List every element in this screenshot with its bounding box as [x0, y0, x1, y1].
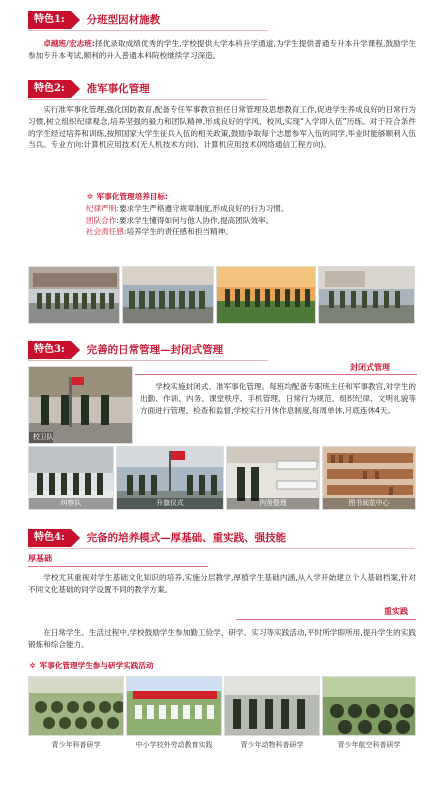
section-3-sub-rule: [135, 374, 417, 375]
goal-item: [86, 215, 386, 227]
goal-key: 社会责任感:: [86, 227, 127, 237]
section-4-sub-label-2: 重实践: [384, 607, 408, 616]
section-1-header: [0, 10, 443, 30]
gear-icon: ✲: [29, 661, 36, 670]
caption-flag-ceremony: 升旗仪式: [117, 498, 223, 509]
section-4-sub-label-1: 厚基础: [28, 554, 52, 563]
goals-title-row: [86, 191, 386, 203]
photo-military-training-2: [122, 266, 214, 324]
photo-youth-science: [28, 676, 124, 736]
section-1-lead: 卓越班/宏志班:: [43, 39, 95, 48]
goal-value: 要求学生懂得如何与他人协作,提高团队效率。: [118, 215, 274, 225]
section-2-header: [0, 79, 443, 99]
section-3-sub-label: 封闭式管理: [350, 363, 390, 372]
photo-military-training-4: [318, 266, 415, 324]
section-4-sub-rule-1: [28, 566, 208, 567]
photo-animal-science-image: [225, 677, 320, 736]
activity-title-row: [28, 660, 154, 672]
caption-animal-science: 青少年动物科普研学: [240, 741, 304, 749]
photo-flag-ceremony: [116, 446, 224, 510]
section-3-title: 完善的日常管理—封闭式管理: [86, 343, 224, 356]
photo-military-training-1: [28, 266, 120, 324]
photo-military-training-2-image: [123, 267, 214, 324]
section-3-header: [0, 340, 443, 360]
caption-patrol-team: 纠察队: [29, 498, 113, 509]
goals-title: 军事化管理培养目标:: [96, 192, 169, 201]
activity-title: 军事化管理学生参与研学实践活动: [39, 661, 154, 670]
photo-labor-education-image: [127, 677, 222, 736]
section-1-body: 择优录取成绩优秀的学生,学校提供大学本科升学通道,为学生提供普通专升本升学课程,鼓励学生参加专升本考试,顺利的升入普通本科院校继续学习深造。: [28, 39, 416, 60]
photo-library: [322, 446, 416, 510]
section-4-tag: 特色4:: [28, 529, 71, 547]
photo-aviation-science-image: [323, 677, 416, 736]
caption-youth-science: 青少年科普研学: [51, 741, 101, 749]
section-4-header: [0, 528, 443, 548]
section-1-text: [28, 38, 416, 62]
section-1-tag: 特色1:: [28, 11, 71, 29]
section-4-rule: [28, 548, 415, 549]
goal-key: 纪律严明:: [86, 203, 119, 213]
photo-guard-team: [28, 366, 133, 444]
section-4-text-2: 在日常学生、生活过程中,学校鼓励学生参加勤工俭学、研学、实习等实践活动,平时所学即所用,提升学生的实践锻炼和综合能力。: [28, 628, 416, 649]
section-4-title: 完备的培养模式—厚基础、重实践、强技能: [86, 531, 287, 544]
section-3-tag: 特色3:: [28, 341, 71, 359]
photo-labor-education: [126, 676, 222, 736]
photo-military-training-4-image: [319, 267, 415, 324]
section-2-rule: [28, 99, 268, 100]
photo-animal-science: [224, 676, 320, 736]
caption-library: 图书阅览中心: [323, 498, 415, 509]
photo-military-training-3: [216, 266, 316, 324]
goal-value: 培养学生的责任感和担当精神。: [126, 227, 233, 237]
section-2-tag: 特色2:: [28, 80, 71, 98]
section-3-rule: [28, 360, 268, 361]
goal-value: 要求学生严格遵守规章制度,形成良好的行为习惯。: [118, 203, 289, 213]
goal-item: [86, 203, 386, 215]
section-4-sub-rule-2: [236, 619, 416, 620]
gear-icon: ✲: [86, 192, 94, 201]
caption-labor-education: 中小学校外劳动教育实践: [135, 741, 213, 749]
goal-item: [86, 226, 386, 238]
section-2-text: 实行准军事化管理,强化国防教育,配备专任军事教官担任日常管理及思想教育工作,促进学生养成良好的日常行为习惯,树立组织纪律观念,培养坚强的毅力和团队精神,形成良好的学风、校风,实现“入学即入伍”历练。对于符合条件的学生经过培养和训练,按照国家大学生征兵入伍的相关政策,鼓励争取每个志愿参军入伍的同学,毕业时能够顺利入伍当兵。专业方向:计算机应用技术(无人机技术方向)、计算机应用技术(网络通信工程方向)。: [28, 105, 416, 150]
section-4-text-1: 学校尤其重视对学生基础文化知识的培养,实施分层教学,厚植学生基础内涵,从入学开始建立个人基础档案,针对不同文化基础的同学设置不同的教学方案。: [28, 573, 416, 594]
section-2-title: 准军事化管理: [86, 82, 150, 95]
photo-aviation-science: [322, 676, 416, 736]
photo-military-training-1-image: [29, 267, 120, 324]
photo-youth-science-image: [29, 677, 124, 736]
goal-key: 团队合作:: [86, 215, 119, 225]
caption-aviation-science: 青少年航空科普研学: [337, 741, 401, 749]
caption-guard-team: 校卫队: [29, 432, 53, 443]
section-3-text: 学校实施封闭式、准军事化管理。每班均配备专职班主任和军事教官,对学生的出勤、作训、内务、课堂秩序、手机管理、日常行为规范、组织纪律、文明礼貌等方面进行管理、检查和监督,学校实行月休作息制度,每周单休,月底连休4天。: [140, 382, 416, 415]
photo-patrol-team: [28, 446, 114, 510]
section-1-rule: [28, 30, 268, 31]
section-1-title: 分班型因材施教: [86, 13, 161, 26]
goals-block: [86, 191, 386, 238]
photo-dorm-tidy: [226, 446, 320, 510]
caption-dorm-tidy: 内务整理: [227, 498, 319, 509]
photo-military-training-3-image: [217, 267, 316, 324]
